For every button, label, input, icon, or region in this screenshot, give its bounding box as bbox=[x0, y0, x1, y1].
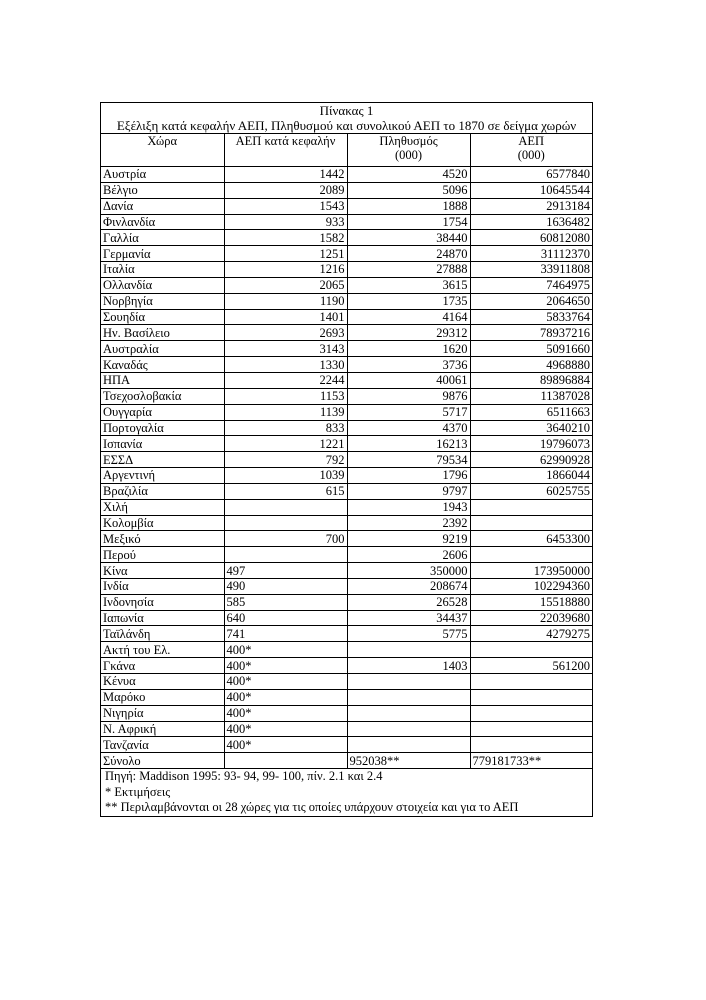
table-row bbox=[101, 563, 592, 579]
total-row bbox=[101, 753, 592, 769]
country-cell: Γκάνα bbox=[101, 658, 224, 674]
gdp-per-capita-cell: 2089 bbox=[224, 182, 347, 198]
table-row bbox=[101, 468, 592, 484]
gdp-cell: 6577840 bbox=[470, 167, 592, 183]
table-row bbox=[101, 325, 592, 341]
country-cell: Τανζανία bbox=[101, 737, 224, 753]
total-gdp: 779181733** bbox=[470, 753, 592, 769]
gdp-cell bbox=[470, 689, 592, 705]
gdp-cell: 5091660 bbox=[470, 341, 592, 357]
gdp-cell: 60812080 bbox=[470, 230, 592, 246]
table-row bbox=[101, 404, 592, 420]
gdp-per-capita-cell: 640 bbox=[224, 610, 347, 626]
population-cell: 40061 bbox=[347, 372, 470, 388]
population-cell: 29312 bbox=[347, 325, 470, 341]
table-title bbox=[101, 103, 592, 133]
table-row bbox=[101, 547, 592, 563]
gdp-per-capita-cell: 1330 bbox=[224, 357, 347, 373]
country-cell: Πορτογαλία bbox=[101, 420, 224, 436]
gdp-per-capita-cell bbox=[224, 499, 347, 515]
table-row bbox=[101, 483, 592, 499]
population-cell: 9219 bbox=[347, 531, 470, 547]
gdp-cell: 7464975 bbox=[470, 277, 592, 293]
table-row bbox=[101, 372, 592, 388]
table-caption: Εξέλιξη κατά κεφαλήν ΑΕΠ, Πληθυσμού και συνολικού ΑΕΠ το 1870 σε δείγμα χωρών bbox=[116, 118, 577, 133]
gdp-cell: 11387028 bbox=[470, 388, 592, 404]
gdp-cell: 6025755 bbox=[470, 483, 592, 499]
table-row bbox=[101, 705, 592, 721]
table-row bbox=[101, 658, 592, 674]
gdp-cell: 4279275 bbox=[470, 626, 592, 642]
population-cell: 4370 bbox=[347, 420, 470, 436]
table-row bbox=[101, 721, 592, 737]
gdp-per-capita-cell bbox=[224, 547, 347, 563]
gdp-per-capita-cell: 1139 bbox=[224, 404, 347, 420]
table-row bbox=[101, 499, 592, 515]
population-cell: 26528 bbox=[347, 594, 470, 610]
gdp-cell: 3640210 bbox=[470, 420, 592, 436]
gdp-per-capita-cell: 1216 bbox=[224, 262, 347, 278]
table-notes bbox=[101, 769, 592, 816]
table-row bbox=[101, 246, 592, 262]
population-cell bbox=[347, 689, 470, 705]
header-row bbox=[101, 134, 592, 167]
country-cell: Χιλή bbox=[101, 499, 224, 515]
table-row bbox=[101, 262, 592, 278]
country-cell: Νορβηγία bbox=[101, 293, 224, 309]
data-table-frame bbox=[100, 102, 593, 817]
gdp-per-capita-cell: 1251 bbox=[224, 246, 347, 262]
country-cell: Περού bbox=[101, 547, 224, 563]
population-cell: 79534 bbox=[347, 452, 470, 468]
gdp-per-capita-cell: 615 bbox=[224, 483, 347, 499]
gdp-cell bbox=[470, 674, 592, 690]
table-row bbox=[101, 309, 592, 325]
country-cell: Νιγηρία bbox=[101, 705, 224, 721]
gdp-cell: 102294360 bbox=[470, 578, 592, 594]
country-cell: Κίνα bbox=[101, 563, 224, 579]
gdp-cell: 33911808 bbox=[470, 262, 592, 278]
country-cell: Ισπανία bbox=[101, 436, 224, 452]
population-cell: 208674 bbox=[347, 578, 470, 594]
source-note: Πηγή: Maddison 1995: 93- 94, 99- 100, πίν. 2.1 και 2.4 bbox=[105, 769, 383, 784]
population-cell: 350000 bbox=[347, 563, 470, 579]
country-cell: Μεξικό bbox=[101, 531, 224, 547]
table-row bbox=[101, 737, 592, 753]
gdp-per-capita-cell: 400* bbox=[224, 689, 347, 705]
gdp-cell: 2064650 bbox=[470, 293, 592, 309]
gdp-per-capita-cell: 2693 bbox=[224, 325, 347, 341]
population-cell: 16213 bbox=[347, 436, 470, 452]
country-cell: Φινλανδία bbox=[101, 214, 224, 230]
gdp-per-capita-cell: 400* bbox=[224, 658, 347, 674]
gdp-per-capita-cell: 497 bbox=[224, 563, 347, 579]
table-row bbox=[101, 198, 592, 214]
header-gdp-per-capita: ΑΕΠ κατά κεφαλήν bbox=[224, 134, 347, 167]
table-row bbox=[101, 674, 592, 690]
country-cell: Ινδονησία bbox=[101, 594, 224, 610]
gdp-per-capita-cell: 1039 bbox=[224, 468, 347, 484]
gdp-per-capita-cell: 2244 bbox=[224, 372, 347, 388]
gdp-per-capita-cell: 741 bbox=[224, 626, 347, 642]
country-cell: Καναδάς bbox=[101, 357, 224, 373]
table-row bbox=[101, 531, 592, 547]
gdp-per-capita-cell: 400* bbox=[224, 642, 347, 658]
gdp-per-capita-cell: 400* bbox=[224, 721, 347, 737]
gdp-per-capita-cell: 792 bbox=[224, 452, 347, 468]
gdp-cell: 173950000 bbox=[470, 563, 592, 579]
table-row bbox=[101, 167, 592, 183]
estimate-note: * Εκτιμήσεις bbox=[105, 784, 171, 799]
table-number: Πίνακας 1 bbox=[319, 103, 374, 118]
table-row bbox=[101, 214, 592, 230]
gdp-per-capita-cell: 1221 bbox=[224, 436, 347, 452]
gdp-per-capita-cell: 833 bbox=[224, 420, 347, 436]
country-cell: Τσεχοσλοβακία bbox=[101, 388, 224, 404]
population-cell: 3615 bbox=[347, 277, 470, 293]
population-cell: 24870 bbox=[347, 246, 470, 262]
gdp-per-capita-cell: 1153 bbox=[224, 388, 347, 404]
header-population: Πληθυσμός (000) bbox=[347, 134, 470, 167]
table-row bbox=[101, 642, 592, 658]
country-cell: Ιταλία bbox=[101, 262, 224, 278]
country-cell: ΗΠΑ bbox=[101, 372, 224, 388]
country-cell: Ταϊλάνδη bbox=[101, 626, 224, 642]
gdp-per-capita-cell: 3143 bbox=[224, 341, 347, 357]
population-cell: 1735 bbox=[347, 293, 470, 309]
table-row bbox=[101, 515, 592, 531]
header-country: Χώρα bbox=[101, 134, 224, 167]
gdp-cell bbox=[470, 642, 592, 658]
population-cell: 1754 bbox=[347, 214, 470, 230]
population-cell: 1888 bbox=[347, 198, 470, 214]
country-cell: Αυστρία bbox=[101, 167, 224, 183]
gdp-cell: 31112370 bbox=[470, 246, 592, 262]
population-cell: 2392 bbox=[347, 515, 470, 531]
table-row bbox=[101, 293, 592, 309]
gdp-cell: 62990928 bbox=[470, 452, 592, 468]
gdp-cell: 1866044 bbox=[470, 468, 592, 484]
country-cell: Γερμανία bbox=[101, 246, 224, 262]
header-gdp: ΑΕΠ (000) bbox=[470, 134, 592, 167]
gdp-cell bbox=[470, 515, 592, 531]
population-cell: 9876 bbox=[347, 388, 470, 404]
gdp-cell bbox=[470, 499, 592, 515]
country-cell: ΕΣΣΔ bbox=[101, 452, 224, 468]
gdp-per-capita-cell: 933 bbox=[224, 214, 347, 230]
population-cell bbox=[347, 674, 470, 690]
population-cell bbox=[347, 737, 470, 753]
gdp-cell: 561200 bbox=[470, 658, 592, 674]
gdp-per-capita-cell: 700 bbox=[224, 531, 347, 547]
population-cell: 5717 bbox=[347, 404, 470, 420]
population-cell: 4520 bbox=[347, 167, 470, 183]
gdp-per-capita-cell: 585 bbox=[224, 594, 347, 610]
gdp-per-capita-cell: 2065 bbox=[224, 277, 347, 293]
gdp-cell: 6511663 bbox=[470, 404, 592, 420]
country-cell: Ολλανδία bbox=[101, 277, 224, 293]
table-row bbox=[101, 341, 592, 357]
population-cell bbox=[347, 642, 470, 658]
country-cell: Κένυα bbox=[101, 674, 224, 690]
gdp-per-capita-cell bbox=[224, 515, 347, 531]
gdp-per-capita-cell: 1401 bbox=[224, 309, 347, 325]
table-row bbox=[101, 452, 592, 468]
gdp-cell bbox=[470, 737, 592, 753]
country-cell: Μαρόκο bbox=[101, 689, 224, 705]
table-row bbox=[101, 230, 592, 246]
gdp-cell: 1636482 bbox=[470, 214, 592, 230]
gdp-per-capita-cell: 1190 bbox=[224, 293, 347, 309]
gdp-cell: 4968880 bbox=[470, 357, 592, 373]
table-row bbox=[101, 277, 592, 293]
gdp-cell: 89896884 bbox=[470, 372, 592, 388]
table-row bbox=[101, 610, 592, 626]
table-row bbox=[101, 420, 592, 436]
gdp-cell bbox=[470, 705, 592, 721]
gdp-per-capita-cell: 1582 bbox=[224, 230, 347, 246]
population-cell: 4164 bbox=[347, 309, 470, 325]
population-cell: 9797 bbox=[347, 483, 470, 499]
country-cell: Δανία bbox=[101, 198, 224, 214]
coverage-note: ** Περιλαμβάνονται οι 28 χώρες για τις οποίες υπάρχουν στοιχεία και για το ΑΕΠ bbox=[105, 800, 519, 815]
gdp-per-capita-cell: 490 bbox=[224, 578, 347, 594]
population-cell: 1620 bbox=[347, 341, 470, 357]
country-cell: Ακτή του Ελ. bbox=[101, 642, 224, 658]
gdp-per-capita-cell: 400* bbox=[224, 737, 347, 753]
table-row bbox=[101, 388, 592, 404]
country-cell: Ν. Αφρική bbox=[101, 721, 224, 737]
country-cell: Βέλγιο bbox=[101, 182, 224, 198]
country-cell: Σουηδία bbox=[101, 309, 224, 325]
population-cell bbox=[347, 721, 470, 737]
gdp-per-capita-cell: 400* bbox=[224, 674, 347, 690]
country-cell: Ουγγαρία bbox=[101, 404, 224, 420]
population-cell: 34437 bbox=[347, 610, 470, 626]
population-cell: 27888 bbox=[347, 262, 470, 278]
table-row bbox=[101, 182, 592, 198]
gdp-cell: 2913184 bbox=[470, 198, 592, 214]
table-row bbox=[101, 578, 592, 594]
population-cell: 38440 bbox=[347, 230, 470, 246]
gdp-cell: 15518880 bbox=[470, 594, 592, 610]
country-cell: Ιαπωνία bbox=[101, 610, 224, 626]
gdp-cell bbox=[470, 547, 592, 563]
total-gdp-per-capita bbox=[224, 753, 347, 769]
gdp-cell: 19796073 bbox=[470, 436, 592, 452]
gdp-cell bbox=[470, 721, 592, 737]
gdp-cell: 5833764 bbox=[470, 309, 592, 325]
population-cell: 2606 bbox=[347, 547, 470, 563]
population-cell: 3736 bbox=[347, 357, 470, 373]
table-row bbox=[101, 594, 592, 610]
gdp-cell: 10645544 bbox=[470, 182, 592, 198]
population-cell: 1403 bbox=[347, 658, 470, 674]
total-population: 952038** bbox=[347, 753, 470, 769]
gdp-cell: 6453300 bbox=[470, 531, 592, 547]
population-cell: 5096 bbox=[347, 182, 470, 198]
population-cell: 1943 bbox=[347, 499, 470, 515]
gdp-cell: 78937216 bbox=[470, 325, 592, 341]
population-cell bbox=[347, 705, 470, 721]
country-cell: Ινδία bbox=[101, 578, 224, 594]
gdp-per-capita-cell: 1543 bbox=[224, 198, 347, 214]
table-row bbox=[101, 689, 592, 705]
table-row bbox=[101, 626, 592, 642]
country-cell: Κολομβία bbox=[101, 515, 224, 531]
country-cell: Ην. Βασίλειο bbox=[101, 325, 224, 341]
gdp-population-table bbox=[101, 133, 592, 769]
total-label: Σύνολο bbox=[101, 753, 224, 769]
gdp-cell: 22039680 bbox=[470, 610, 592, 626]
population-cell: 5775 bbox=[347, 626, 470, 642]
gdp-per-capita-cell: 1442 bbox=[224, 167, 347, 183]
country-cell: Γαλλία bbox=[101, 230, 224, 246]
table-body bbox=[101, 167, 592, 753]
gdp-per-capita-cell: 400* bbox=[224, 705, 347, 721]
country-cell: Αυστραλία bbox=[101, 341, 224, 357]
country-cell: Βραζιλία bbox=[101, 483, 224, 499]
table-row bbox=[101, 436, 592, 452]
table-row bbox=[101, 357, 592, 373]
population-cell: 1796 bbox=[347, 468, 470, 484]
country-cell: Αργεντινή bbox=[101, 468, 224, 484]
